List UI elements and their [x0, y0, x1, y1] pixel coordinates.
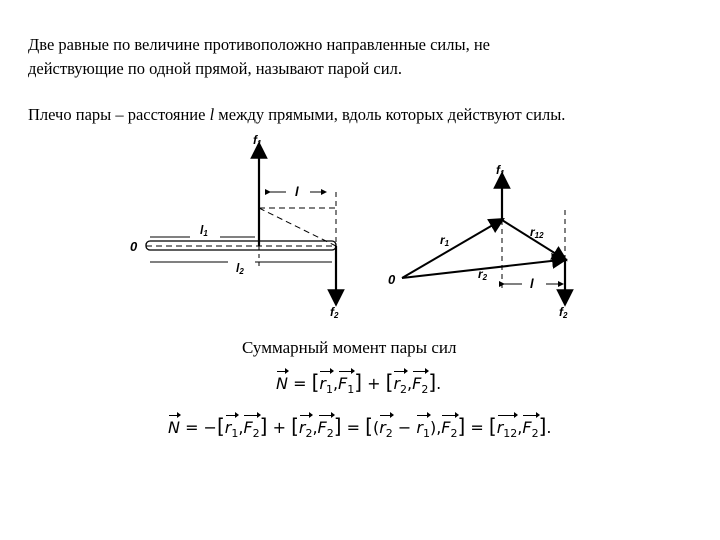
f2-label: f2 — [330, 305, 339, 320]
f2-label: f2 — [559, 305, 568, 320]
vec-N: N — [168, 418, 180, 437]
vec-N: N — [276, 374, 288, 393]
definition-line-2: действующие по одной прямой, называют парой сил. — [28, 59, 402, 78]
equals-minus: = − — [185, 418, 217, 437]
vec-r2: $r_2$ — [393, 374, 408, 397]
vec-F1: $F_1$ — [338, 374, 355, 397]
arm-text-before: Плечо пары – расстояние — [28, 105, 210, 124]
equals-sign: = — [470, 418, 484, 437]
arm-definition-paragraph — [28, 103, 708, 127]
l2-label: l2 — [236, 261, 244, 276]
minus-sign: − — [397, 418, 412, 437]
f1-label: f1 — [253, 133, 262, 148]
moment-formula-1: $N = [r_1,F_1] + [r_2,F_2]$. — [276, 370, 442, 397]
origin-label: 0 — [130, 239, 138, 254]
vec-r1: $r_1$ — [319, 374, 333, 397]
vec-F2: $F_2$ — [243, 418, 260, 441]
r12-label: r12 — [530, 225, 544, 240]
vec-F2: $F_2$ — [317, 418, 334, 441]
l-label: l — [530, 276, 534, 291]
vec-r1: $r_1$ — [416, 418, 430, 441]
vec-r12: $r_{12}$ — [496, 418, 518, 441]
r2-label: r2 — [478, 267, 488, 282]
vec-F2: $F_2$ — [412, 374, 429, 397]
force-couple-rod-figure — [120, 130, 360, 330]
l1-label: l1 — [200, 223, 208, 238]
l-label: l — [295, 184, 299, 199]
perpendicular-dash-1 — [259, 208, 336, 246]
equals-sign: = — [293, 374, 307, 393]
force-couple-vector-figure — [380, 150, 600, 325]
vec-r1: $r_1$ — [224, 418, 239, 441]
definition-paragraph — [28, 33, 708, 81]
definition-line-1: Две равные по величине противоположно направленные силы, не — [28, 35, 490, 54]
vec-r2: $r_2$ — [298, 418, 313, 441]
moment-formula-2: $N = -[r_1,F_2] + [r_2,F_2] = [(r_2 - r_1),F_2] = [r_{12},F_2]$. — [168, 414, 552, 441]
plus-sign: + — [367, 374, 381, 393]
arm-symbol: l — [209, 105, 215, 124]
vec-F2: $F_2$ — [522, 418, 539, 441]
f1-label: f1 — [496, 163, 505, 178]
vec-F2: $F_2$ — [441, 418, 458, 441]
r1-label: r1 — [440, 233, 450, 248]
plus-sign: + — [272, 418, 286, 437]
origin-label: 0 — [388, 272, 396, 287]
equals-sign: = — [346, 418, 361, 437]
arm-text-after: между прямыми, вдоль которых действуют силы. — [214, 105, 566, 124]
vec-r2: $r_2$ — [379, 418, 393, 441]
total-moment-caption: Суммарный момент пары сил — [242, 338, 457, 357]
